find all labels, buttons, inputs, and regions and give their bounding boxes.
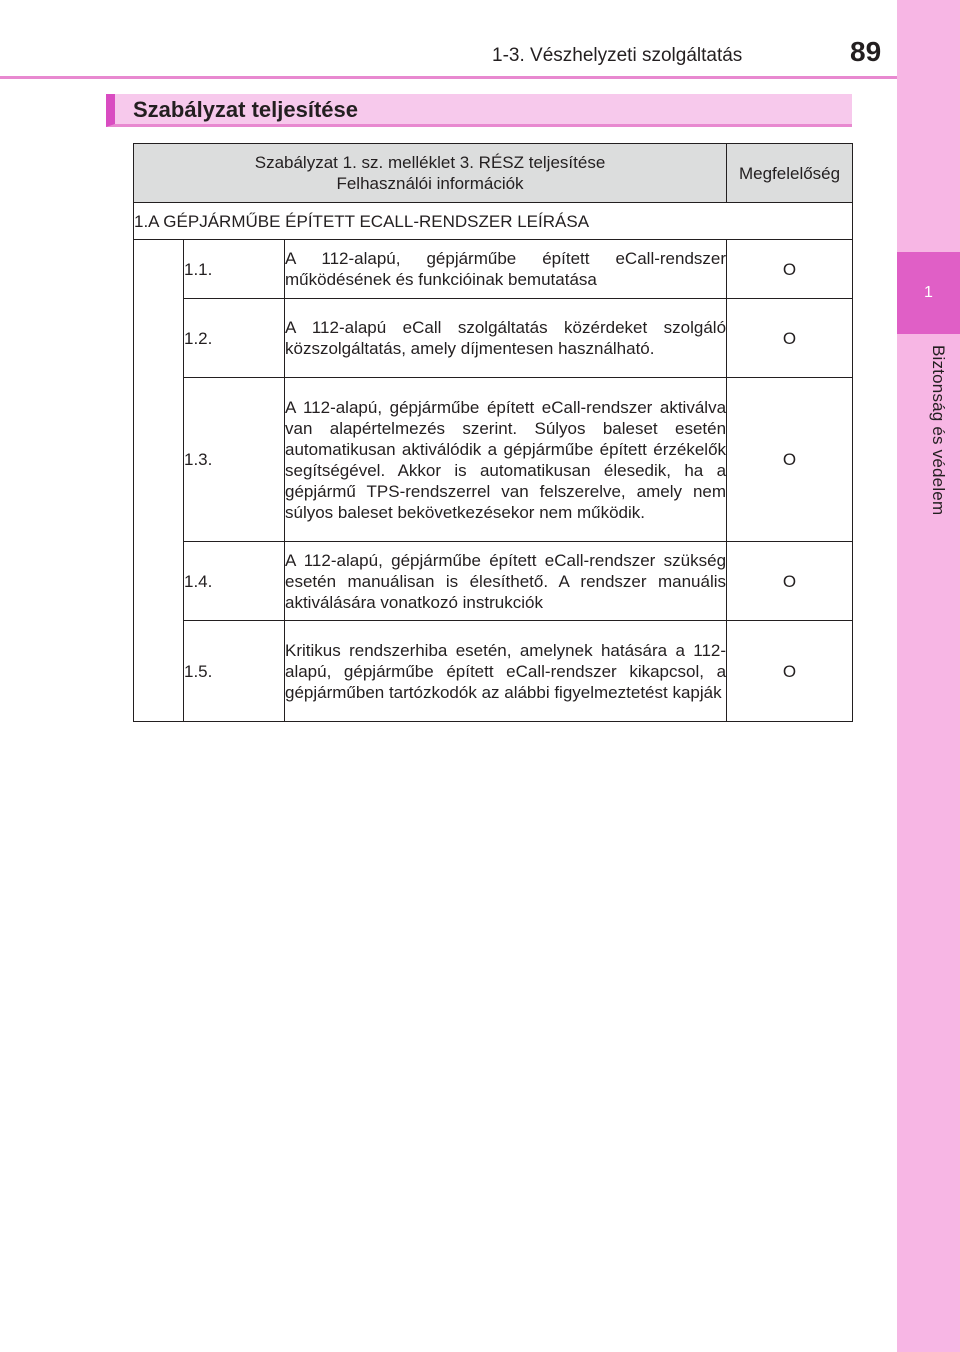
row-number: 1.4. — [184, 542, 285, 621]
row-description: A 112-alapú, gépjárműbe épített eCall-rendszer aktiválva van alapértelmezés szerint. Súlyos baleset esetén automatikusan aktiválódik a gépjárműbe épített érzékelők segítségével. Akkor is automatikusan élesedik, ha a gépjármű TPS-rendszerrel van felszerelve, amely nem súlyos baleset bekövetkezésekor nem működik. — [285, 378, 727, 542]
row-compliance: O — [727, 621, 853, 722]
row-number: 1.2. — [184, 299, 285, 378]
indent-cell — [134, 240, 184, 722]
row-compliance: O — [727, 240, 853, 299]
running-header-section: 1-3. Vészhelyzeti szolgáltatás — [492, 45, 743, 66]
row-compliance: O — [727, 299, 853, 378]
table-header-row — [134, 144, 853, 203]
header-cell-compliance: Megfelelőség — [727, 144, 853, 203]
table-row — [134, 378, 853, 542]
header-line-2: Felhasználói információk — [336, 174, 524, 193]
group-title: 1.A GÉPJÁRMŰBE ÉPÍTETT ECALL-RENDSZER LEÍRÁSA — [134, 203, 853, 240]
chapter-side-tab — [897, 0, 960, 1352]
row-description: A 112-alapú, gépjárműbe épített eCall-rendszer szükség esetén manuálisan is élesíthető. A rendszer manuális aktiválására vonatkozó instrukciók — [285, 542, 727, 621]
header-rule — [0, 76, 897, 79]
chapter-title-vertical: Biztonság és védelem — [929, 345, 948, 516]
table-row — [134, 621, 853, 722]
compliance-table — [133, 143, 853, 722]
page-number: 89 — [850, 36, 882, 67]
group-title-row — [134, 203, 853, 240]
row-number: 1.5. — [184, 621, 285, 722]
section-heading-bar — [106, 94, 852, 127]
table-row — [134, 240, 853, 299]
row-compliance: O — [727, 378, 853, 542]
row-description: Kritikus rendszerhiba esetén, amelynek hatására a 112-alapú, gépjárműbe épített eCall-rendszer kikapcsol, a gépjárműben tartózkodók az alábbi figyelmeztetést kapják — [285, 621, 727, 722]
chapter-number-tab — [897, 252, 960, 334]
section-title: Szabályzat teljesítése — [133, 97, 359, 122]
row-number: 1.1. — [184, 240, 285, 299]
row-number: 1.3. — [184, 378, 285, 542]
header-cell-user-info — [134, 144, 727, 203]
table-row — [134, 542, 853, 621]
header-line-1: Szabályzat 1. sz. melléklet 3. RÉSZ teljesítése — [254, 153, 606, 172]
row-compliance: O — [727, 542, 853, 621]
row-description: A 112-alapú, gépjárműbe épített eCall-rendszer működésének és funkcióinak bemutatása — [285, 240, 727, 299]
row-description: A 112-alapú eCall szolgáltatás közérdeket szolgáló közszolgáltatás, amely díjmentesen használható. — [285, 299, 727, 378]
table-row — [134, 299, 853, 378]
chapter-number: 1 — [924, 284, 933, 301]
